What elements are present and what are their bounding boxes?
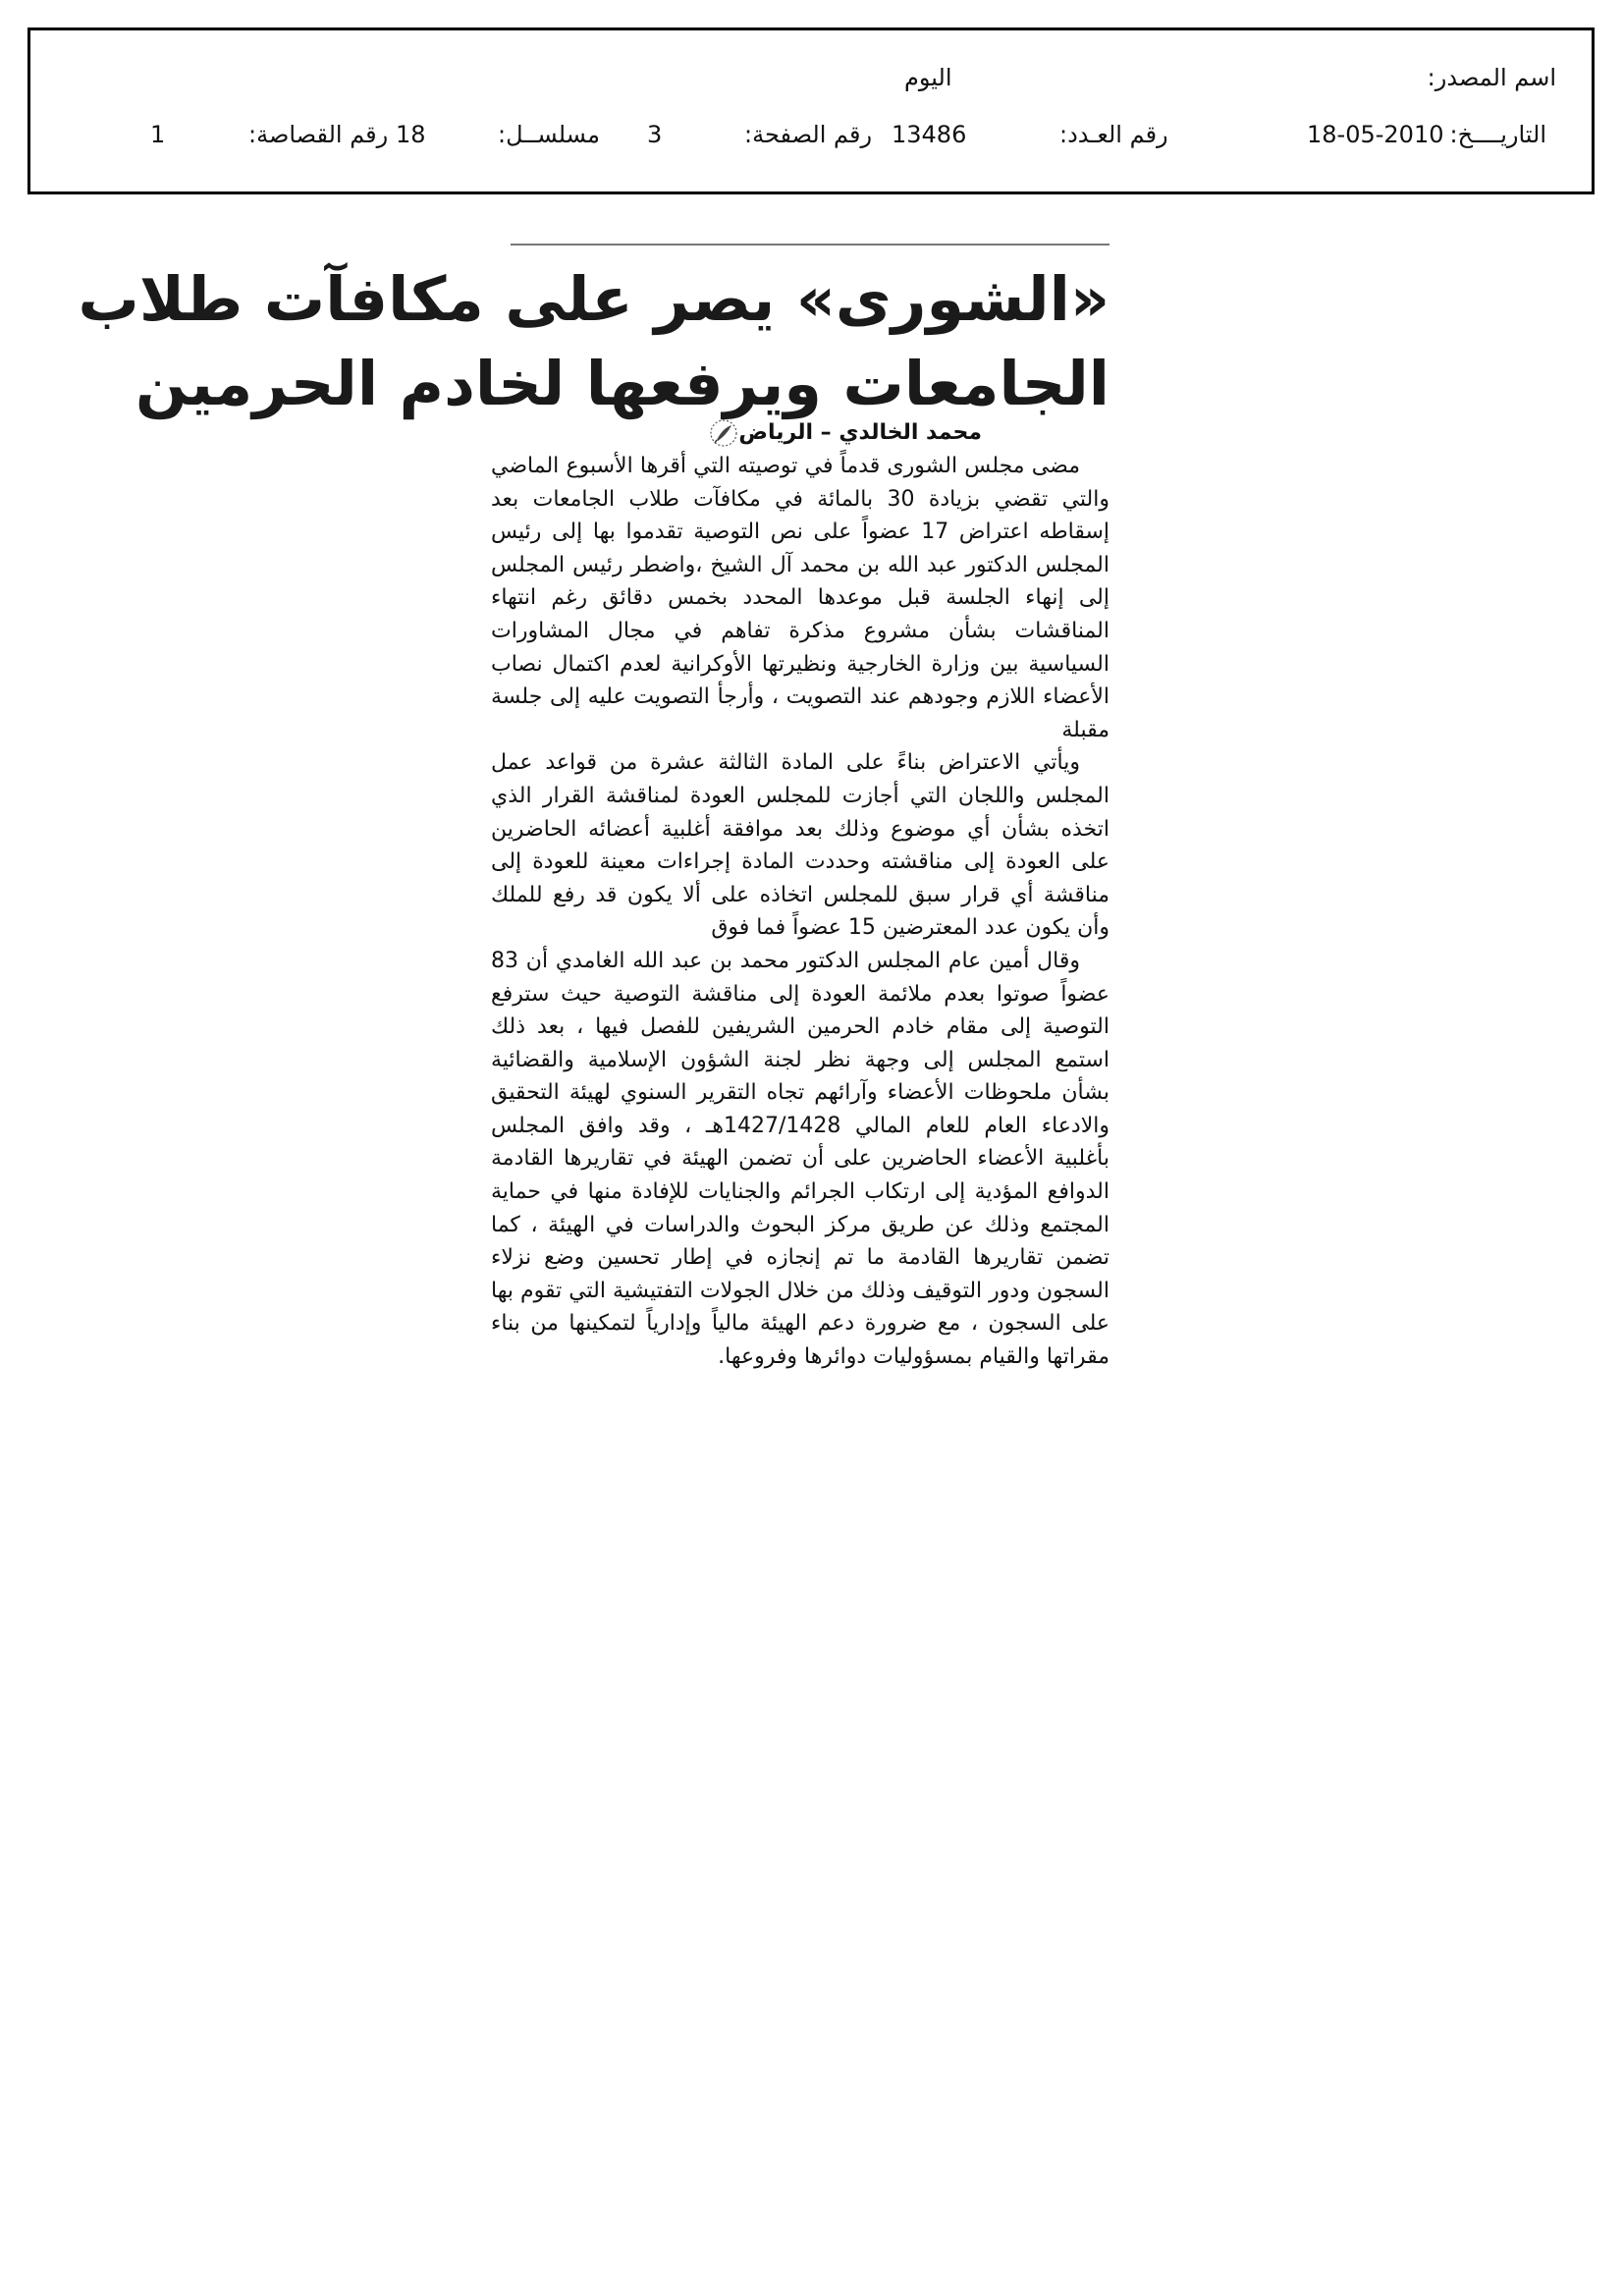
source-value: اليوم (904, 64, 952, 91)
clipping-number-value: 1 (150, 121, 166, 148)
article-headline (78, 257, 1109, 426)
byline-text: محمد الخالدي – الرياض (738, 420, 982, 445)
article-paragraph-3: وقال أمين عام المجلس الدكتور محمد بن عبد الله الغامدي أن 83 عضواً صوتوا بعدم ملائمة العودة إلى مناقشة التوصية حيث سترفع التوصية إلى مقام خادم الحرمين الشريفين للفصل فيها ، بعد ذلك استمع المجلس إلى وجهة نظر لجنة الشؤون الإسلامية والقضائية بشأن ملحوظات الأعضاء وآرائهم تجاه التقرير السنوي لهيئة التحقيق والادعاء العام للعام المالي 1427/1428هـ ، وقد وافق المجلس بأغلبية الأعضاء الحاضرين على أن تضمن الهيئة في تقاريرها القادمة الدوافع المؤدية إلى ارتكاب الجرائم والجنايات للإفادة منها في حماية المجتمع وذلك عن طريق مركز البحوث والدراسات في الهيئة ، كما تضمن تقاريرها القادمة ما تم إنجازه في إطار تحسين وضع نزلاء السجون ودور التوقيف وذلك من خلال الجولات التفتيشية التي تقوم بها على السجون ، مع ضرورة دعم الهيئة مالياً وإدارياً لتمكينها من بناء مقراتها والقيام بمسؤوليات دوائرها وفروعها. (491, 948, 1109, 1370)
article-paragraph-2: ويأتي الاعتراض بناءً على المادة الثالثة عشرة من قواعد عمل المجلس واللجان التي أجازت للمجلس العودة لمناقشة القرار الذي اتخذه بشأن أي موضوع وذلك بعد موافقة أغلبية أعضائه الحاضرين على العودة إلى مناقشته وحددت المادة إجراءات معينة للعودة إلى مناقشة أي قرار سبق للمجلس اتخاذه على ألا يكون قد رفع للملك وأن يكون عدد المعترضين 15 عضواً فما فوق (491, 750, 1109, 941)
date-label: التاريــــخ: (1449, 121, 1546, 148)
article-paragraph-1: مضى مجلس الشورى قدماً في توصيته التي أقرها الأسبوع الماضي والتي تقضي بزيادة 30 بالمائة في مكافآت طلاب الجامعات بعد إسقاطه اعتراض 17 عضواً على نص التوصية تقدموا بها إلى رئيس المجلس الدكتور عبد الله بن محمد آل الشيخ ،واضطر رئيس المجلس إلى إنهاء الجلسة قبل موعدها المحدد بخمس دقائق رغم انتهاء المناقشات بشأن مشروع مذكرة تفاهم في مجال المشاورات السياسية بين وزارة الخارجية ونظيرتها الأوكرانية لعدم اكتمال نصاب الأعضاء اللازم وجودهم عند التصويت ، وأرجأ التصويت عليه إلى جلسة مقبلة (491, 454, 1109, 742)
issue-number-label: رقم العـدد: (1059, 121, 1168, 148)
headline-line-2: الجامعات ويرفعها لخادم الحرمين (135, 348, 1109, 419)
clipping-top-rule (511, 244, 1109, 246)
clipping-info-box (27, 27, 1595, 194)
byline (707, 416, 982, 452)
headline-line-1: «الشورى» يصر على مكافآت طلاب (78, 263, 1109, 335)
serial-label: مسلســل: (498, 121, 600, 148)
article-body (491, 450, 1109, 1374)
quill-icon (707, 416, 740, 450)
issue-number-value: 13486 (892, 121, 967, 148)
serial-value: 18 (396, 121, 426, 148)
clipping-number-label: رقم القصاصة: (248, 121, 389, 148)
page-number-value: 3 (647, 121, 663, 148)
source-label: اسم المصدر: (1427, 64, 1556, 91)
page-number-label: رقم الصفحة: (744, 121, 873, 148)
date-value: 18-05-2010 (1307, 121, 1444, 148)
